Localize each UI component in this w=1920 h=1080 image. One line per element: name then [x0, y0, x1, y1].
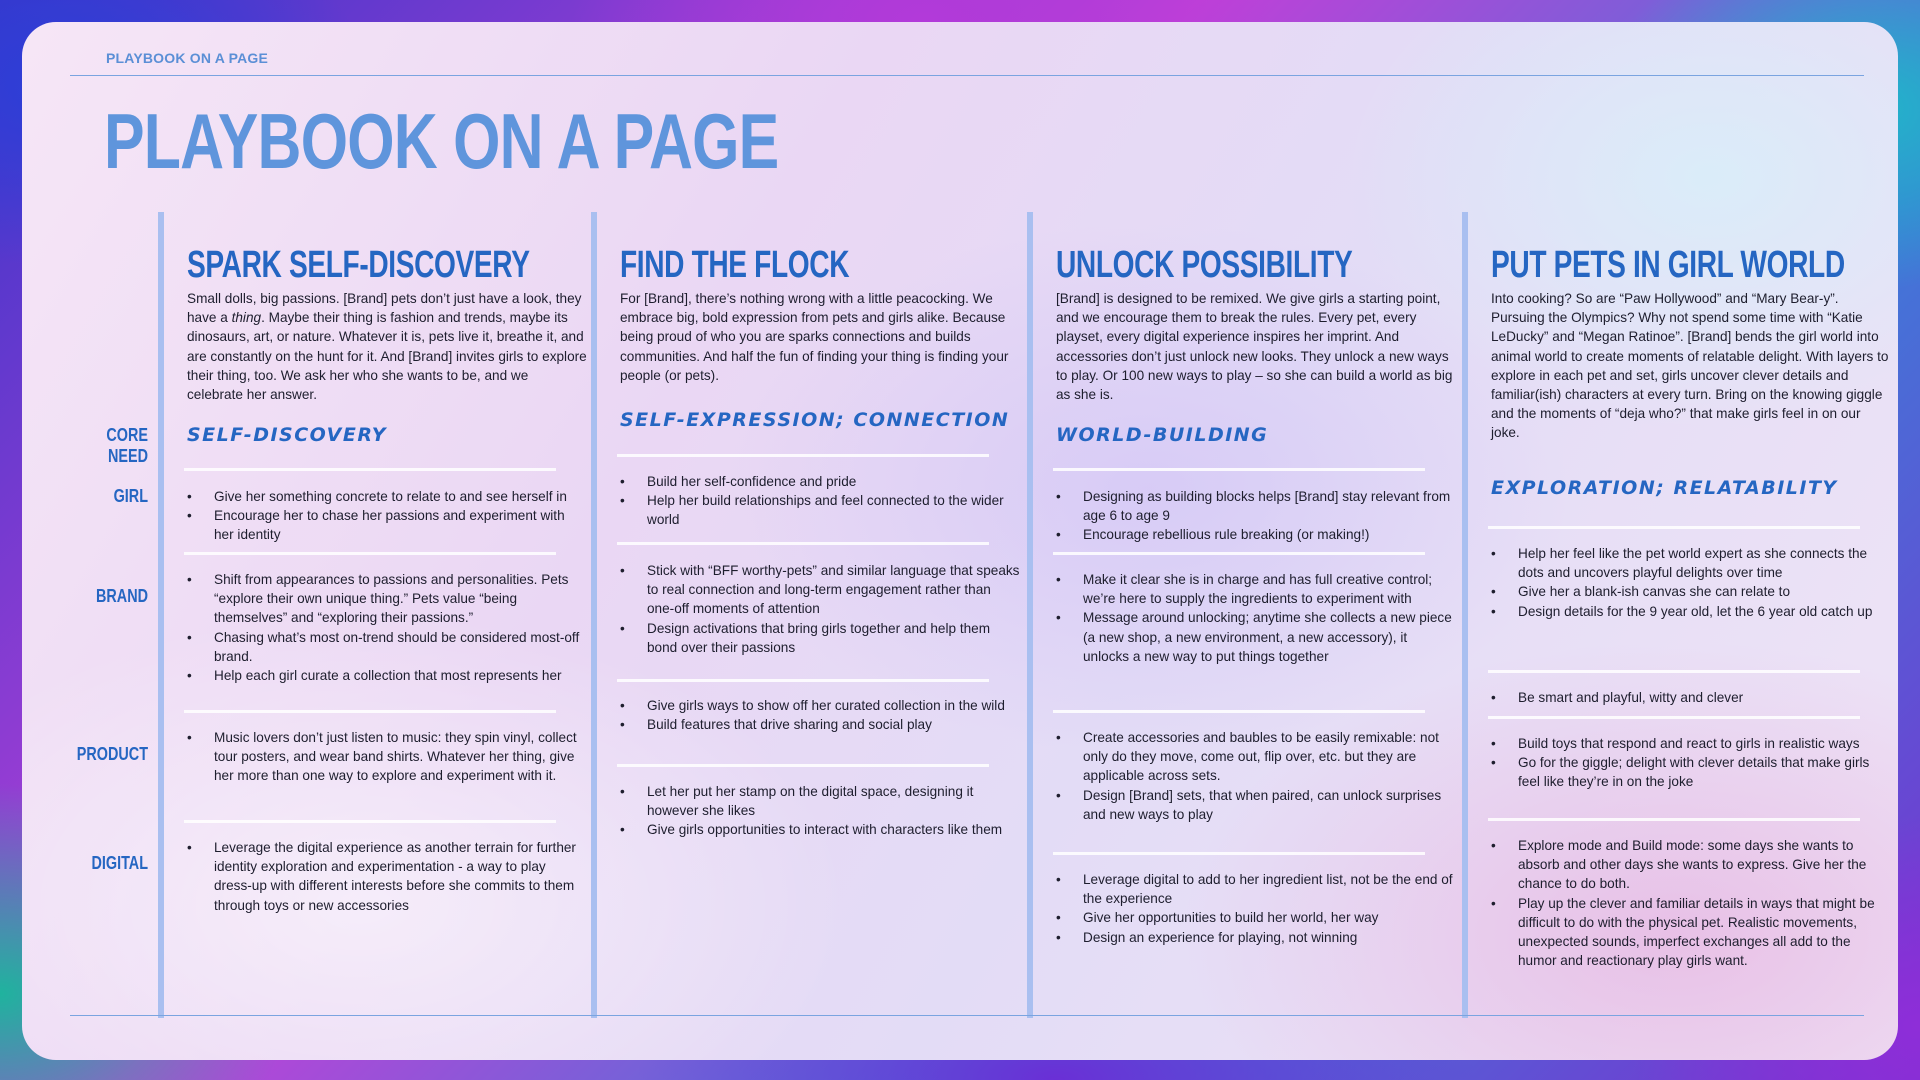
core-need-value: WORLD-BUILDING [1056, 424, 1269, 446]
column-intro: Small dolls, big passions. [Brand] pets don’t just have a look, they have a thing. Maybe their thing is fashion and trends, maybe its dinosaurs, art, or nature. Whatever it is, pets live it, breathe it, and are constantly on the hunt for it. And [Brand] invites girls to explore their thing, too. We ask her who she wants to be, and we celebrate her answer. [187, 291, 587, 403]
list-item: • Play up the clever and familiar details in ways that might be difficult to do with the physical pet. Realistic movements, unexpected sounds, imperfect exchanges all add to the humor and reactionary play girls want. [1491, 894, 1891, 971]
section-divider [1053, 710, 1425, 713]
digital-list [620, 782, 1020, 840]
girl-list [1056, 487, 1456, 545]
list-item: • Build features that drive sharing and social play [620, 715, 1020, 734]
list-item: • Encourage rebellious rule breaking (or making!) [1056, 525, 1456, 544]
section-divider [1488, 716, 1860, 719]
column-find-the-flock [591, 212, 1020, 1018]
list-item: • Give her something concrete to relate to and see herself in [187, 487, 587, 506]
column-intro: [Brand] is designed to be remixed. We give girls a starting point, and we encourage them to break the rules. Every pet, every playset, every digital experience inspires her imprint. And accessories don’t just unlock new looks. They unlock a new ways to play. Or 100 new ways to play – so she can build a world as big as she is. [1056, 291, 1453, 403]
header-divider [70, 75, 1864, 76]
list-item: • Designing as building blocks helps [Brand] stay relevant from age 6 to age 9 [1056, 487, 1456, 525]
list-item: • Design an experience for playing, not winning [1056, 928, 1456, 947]
list-item: • Explore mode and Build mode: some days she wants to absorb and other days she wants to express. Give her the chance to do both. [1491, 836, 1891, 894]
section-divider [1053, 552, 1425, 555]
list-item: • Message around unlocking; anytime she collects a new piece (a new shop, a new environment, a new accessory), it unlocks a new way to put things together [1056, 608, 1456, 666]
brand-list [1056, 570, 1456, 666]
girl-list [1491, 544, 1891, 621]
list-item: • Help her feel like the pet world expert as she connects the dots and uncovers playful delights over time [1491, 544, 1891, 582]
list-item: • Give girls opportunities to interact with characters like them [620, 820, 1020, 839]
list-item: • Stick with “BFF worthy-pets” and similar language that speaks to real connection and long-term engagement rather than one-off moments of attention [620, 561, 1020, 619]
core-need-value: EXPLORATION; RELATABILITY [1491, 477, 1838, 499]
list-item: • Design [Brand] sets, that when paired, can unlock surprises and new ways to play [1056, 786, 1456, 824]
column-title: UNLOCK POSSIBILITY [1056, 244, 1353, 286]
section-divider [184, 468, 556, 471]
girl-list [620, 472, 1020, 530]
digital-list [187, 838, 587, 915]
digital-list [1491, 836, 1891, 970]
section-divider [1053, 468, 1425, 471]
list-item: • Leverage the digital experience as another terrain for further identity exploration and experimentation - a way to play dress-up with different interests before she commits to them through toys or new accessories [187, 838, 587, 915]
column-spark-self-discovery [158, 212, 587, 1018]
list-item: • Shift from appearances to passions and personalities. Pets “explore their own unique thing.” Pets value “being themselves” and “exploring their passions.” [187, 570, 587, 628]
girl-list [187, 487, 587, 545]
footer-divider [70, 1015, 1864, 1016]
brand-list [620, 561, 1020, 657]
list-item: • Chasing what’s most on-trend should be considered most-off brand. [187, 628, 587, 666]
list-item: • Music lovers don’t just listen to music: they spin vinyl, collect tour posters, and wear band shirts. Whatever her thing, give her more than one way to explore and experiment with it. [187, 728, 587, 786]
product-list [1491, 734, 1891, 792]
product-list [187, 728, 587, 786]
list-item: • Give girls ways to show off her curated collection in the wild [620, 696, 1020, 715]
section-divider [184, 820, 556, 823]
column-intro: Into cooking? So are “Paw Hollywood” and “Mary Bear-y”. Pursuing the Olympics? Why not spend some time with “Katie LeDucky” and “Megan Ratinoe”. [Brand] bends the girl world into animal world to create moments of relatable delight. With layers to explore in each pet and set, girls uncover clever details and familiar(ish) characters at every turn. Bring on the knowing giggle and the moments of “deja who?” that make girls feel in on our joke. [1491, 291, 1889, 441]
column-title: SPARK SELF-DISCOVERY [187, 244, 530, 286]
list-item: • Build toys that respond and react to girls in realistic ways [1491, 734, 1891, 753]
section-divider [1488, 526, 1860, 529]
section-divider [617, 542, 989, 545]
list-item: • Encourage her to chase her passions and experiment with her identity [187, 506, 587, 544]
row-label-product: PRODUCT [76, 744, 148, 764]
section-divider [617, 764, 989, 767]
list-item: • Help her build relationships and feel connected to the wider world [620, 491, 1020, 529]
row-label-core-need: CORE NEED [106, 425, 148, 466]
core-need-value: SELF-EXPRESSION; CONNECTION [620, 409, 1010, 431]
page-title: PLAYBOOK ON A PAGE [104, 97, 779, 185]
section-divider [617, 454, 989, 457]
list-item: • Design activations that bring girls together and help them bond over their passions [620, 619, 1020, 657]
list-item: • Let her put her stamp on the digital space, designing it however she likes [620, 782, 1020, 820]
column-put-pets-in-girl-world [1462, 212, 1888, 1018]
list-item: • Create accessories and baubles to be easily remixable: not only do they move, come out, flip over, etc. but they are applicable across sets. [1056, 728, 1456, 786]
digital-list [1056, 870, 1456, 947]
column-title: PUT PETS IN GIRL WORLD [1491, 244, 1845, 286]
section-divider [1053, 852, 1425, 855]
row-label-girl: GIRL [113, 486, 148, 506]
playbook-card [22, 22, 1898, 1060]
row-label-digital: DIGITAL [91, 853, 148, 873]
section-divider [1488, 670, 1860, 673]
list-item: • Design details for the 9 year old, let the 6 year old catch up [1491, 602, 1891, 621]
section-divider [1488, 818, 1860, 821]
list-item: • Give her opportunities to build her world, her way [1056, 908, 1456, 927]
section-divider [617, 679, 989, 682]
product-list [620, 696, 1020, 734]
product-list [1056, 728, 1456, 824]
column-unlock-possibility [1027, 212, 1453, 1018]
column-intro: For [Brand], there’s nothing wrong with a little peacocking. We embrace big, bold expression from pets and girls alike. Because being proud of who you are sparks connections and builds communities. And half the fun of finding your thing is finding your people (or pets). [620, 291, 1009, 383]
brand-list [1491, 688, 1891, 707]
row-label-brand: BRAND [96, 586, 148, 606]
list-item: • Make it clear she is in charge and has full creative control; we’re here to supply the ingredients to experiment with [1056, 570, 1456, 608]
list-item: • Go for the giggle; delight with clever details that make girls feel like they’re in on the joke [1491, 753, 1891, 791]
list-item: • Help each girl curate a collection that most represents her [187, 666, 587, 685]
column-title: FIND THE FLOCK [620, 244, 850, 286]
section-divider [184, 710, 556, 713]
section-divider [184, 552, 556, 555]
core-need-value: SELF-DISCOVERY [187, 424, 387, 446]
list-item: • Build her self-confidence and pride [620, 472, 1020, 491]
list-item: • Give her a blank-ish canvas she can relate to [1491, 582, 1891, 601]
list-item: • Be smart and playful, witty and clever [1491, 688, 1891, 707]
page-header-label: PLAYBOOK ON A PAGE [106, 50, 269, 66]
list-item: • Leverage digital to add to her ingredient list, not be the end of the experience [1056, 870, 1456, 908]
brand-list [187, 570, 587, 685]
